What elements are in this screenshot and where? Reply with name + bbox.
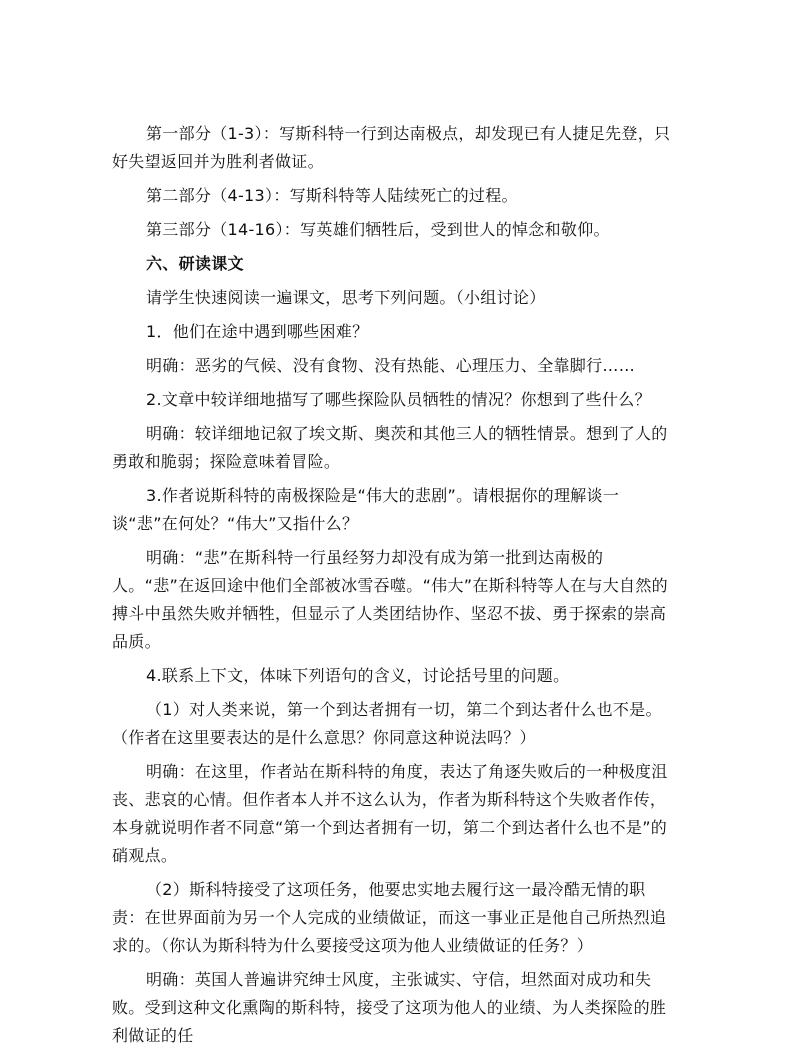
question-2: 2.文章中较详细地描写了哪些探险队员牺牲的情况？你想到了些什么？: [146, 390, 651, 409]
paragraph-instructions: 请学生快速阅读一遍课文，思考下列问题。（小组讨论）: [146, 288, 546, 307]
section-heading-study-text: 六、研读课文: [146, 254, 244, 273]
paragraph-part-three: 第三部分（14-16）：写英雄们牺牲后，受到世人的悼念和敬仰。: [146, 220, 610, 239]
question-4-sub-2: （2）斯科特接受了这项任务，他要忠实地去履行这一最冷酷无情的职责：在世界面前为另一个人完成的业绩做证，而这一事业正是他自己所热烈追求的。（你认为斯科特为什么要接受这项为他人业绩做证的任务？）: [112, 880, 667, 955]
question-4-sub-1: （1）对人类来说，第一个到达者拥有一切，第二个到达者什么也不是。（作者在这里要表达的是什么意思？你同意这种说法吗？）: [112, 700, 662, 747]
answer-1: 明确：恶劣的气候、没有食物、没有热能、心理压力、全靠脚行……: [146, 356, 636, 375]
answer-3: 明确：“悲”在斯科特一行虽经努力却没有成为第一批到达南极的人。“悲”在返回途中他们全部被冰雪吞噬。“伟大”在斯科特等人在与大自然的搏斗中虽然失败并牺牲，但显示了人类团结协作、坚忍不拔、勇于探索的崇高品质。: [112, 548, 668, 651]
paragraph-part-one: 第一部分（1-3）：写斯科特一行到达南极点，却发现已有人捷足先登，只好失望返回并为胜利者做证。: [112, 124, 671, 171]
question-4: 4.联系上下文，体味下列语句的含义，讨论括号里的问题。: [146, 666, 570, 685]
paragraph-part-two: 第二部分（4-13）：写斯科特等人陆续死亡的过程。: [146, 186, 518, 205]
answer-4-sub-1: 明确：在这里，作者站在斯科特的角度，表达了角逐失败后的一种极度沮丧、悲哀的心情。但作者本人并不这么认为，作者为斯科特这个失败者作传，本身就说明作者不同意“第一个到达者拥有一切，第二个到达者什么也不是”的硝观点。: [112, 762, 668, 865]
answer-2: 明确：较详细地记叙了埃文斯、奥茨和其他三人的牺牲情景。想到了人的勇敢和脆弱；探险意味着冒险。: [112, 424, 668, 471]
answer-4-sub-2: 明确：英国人普遍讲究绅士风度，主张诚实、守信，坦然面对成功和失败。受到这种文化熏陶的斯科特，接受了这项为他人的业绩、为人类探险的胜利做证的任: [112, 970, 667, 1045]
question-1: 1．他们在途中遇到哪些困难？: [146, 322, 369, 341]
document-body: [112, 120, 672, 1050]
question-3: 3.作者说斯科特的南极探险是“伟大的悲剧”。请根据你的理解谈一谈“悲”在何处？“伟大”又指什么？: [112, 486, 620, 533]
